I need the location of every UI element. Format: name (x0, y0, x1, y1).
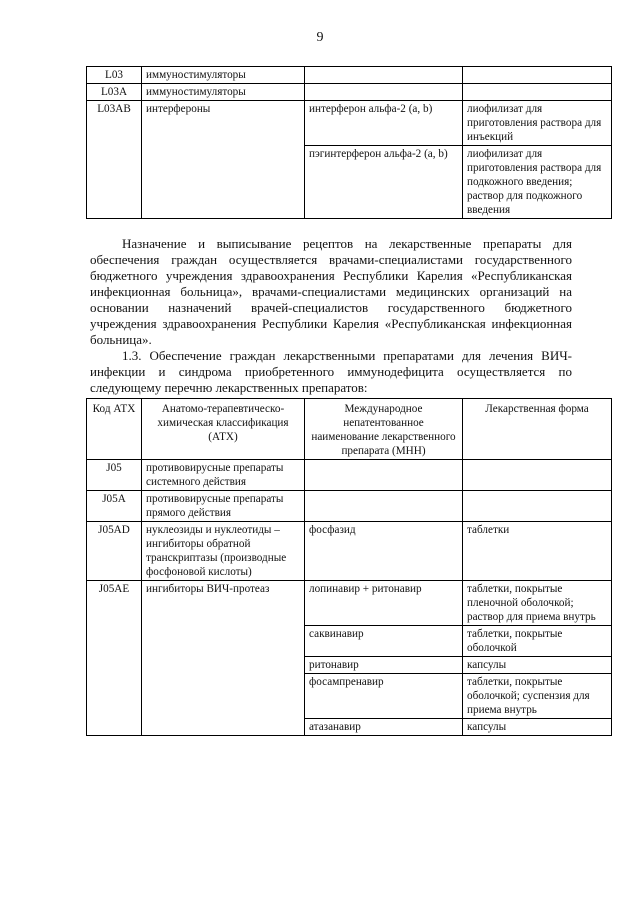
atc-code-cell: L03AB (87, 101, 142, 219)
inn-cell (305, 491, 463, 522)
atc-class-cell: ингибиторы ВИЧ-протеаз (142, 581, 305, 736)
atc-code-cell: J05 (87, 460, 142, 491)
header-atc-class: Анатомо-терапевтическо-химическая классификация (АТХ) (142, 399, 305, 460)
inn-cell: ритонавир (305, 657, 463, 674)
atc-class-cell: противовирусные препараты системного действия (142, 460, 305, 491)
dosage-form-cell: таблетки (463, 522, 612, 581)
inn-cell: фосфазид (305, 522, 463, 581)
atc-code-cell: J05AE (87, 581, 142, 736)
page-number: 9 (316, 30, 324, 45)
header-dosage-form: Лекарственная форма (463, 399, 612, 460)
paragraph-prescription: Назначение и выписывание рецептов на лекарственные препараты для обеспечения граждан осуществляется врачами-специалистами государственного бюджетного учреждения здравоохранения Республики Карелия «Республиканская инфекционная больница», врачами-специалистами медицинских организаций на основании назначений врачей-специалистов государственного бюджетного учреждения здравоохранения Республики Карелия «Республиканская инфекционная больница». (90, 236, 572, 347)
dosage-form-cell: таблетки, покрытые оболочкой (463, 626, 612, 657)
paragraph-section-1-3: 1.3. Обеспечение граждан лекарственными препаратами для лечения ВИЧ-инфекции и синдрома приобретенного иммунодефицита осуществляется по следующему перечню лекарственных препаратов: (90, 348, 572, 395)
dosage-form-cell: лиофилизат для приготовления раствора для инъекций (463, 101, 612, 146)
atc-code-cell: L03A (87, 84, 142, 101)
dosage-form-cell (463, 491, 612, 522)
table-row (87, 522, 612, 581)
dosage-form-cell: капсулы (463, 657, 612, 674)
dosage-form-cell (463, 460, 612, 491)
dosage-form-cell: таблетки, покрытые оболочкой; суспензия для приема внутрь (463, 674, 612, 719)
table-header-row (87, 399, 612, 460)
header-inn: Международное непатентованное наименование лекарственного препарата (МНН) (305, 399, 463, 460)
medication-table-continued (86, 66, 612, 219)
inn-cell (305, 460, 463, 491)
inn-cell: пэгинтерферон альфа-2 (a, b) (305, 146, 463, 219)
inn-cell: интерферон альфа-2 (a, b) (305, 101, 463, 146)
atc-class-cell: иммуностимуляторы (142, 67, 305, 84)
table-row (87, 84, 612, 101)
atc-class-cell: нуклеозиды и нуклеотиды – ингибиторы обратной транскриптазы (производные фосфоновой кислоты) (142, 522, 305, 581)
inn-cell (305, 67, 463, 84)
table-row (87, 491, 612, 522)
inn-cell: фосампренавир (305, 674, 463, 719)
dosage-form-cell: капсулы (463, 719, 612, 736)
atc-code-cell: L03 (87, 67, 142, 84)
dosage-form-cell (463, 67, 612, 84)
atc-class-cell: интерфероны (142, 101, 305, 219)
hiv-medication-table (86, 398, 612, 736)
table-row (87, 460, 612, 491)
table-row (87, 581, 612, 626)
table-row (87, 101, 612, 146)
table-row (87, 67, 612, 84)
header-atc-code: Код АТХ (87, 399, 142, 460)
atc-code-cell: J05AD (87, 522, 142, 581)
dosage-form-cell (463, 84, 612, 101)
inn-cell: лопинавир + ритонавир (305, 581, 463, 626)
atc-code-cell: J05A (87, 491, 142, 522)
dosage-form-cell: лиофилизат для приготовления раствора для подкожного введения; раствор для подкожного введения (463, 146, 612, 219)
atc-class-cell: противовирусные препараты прямого действия (142, 491, 305, 522)
inn-cell: атазанавир (305, 719, 463, 736)
dosage-form-cell: таблетки, покрытые пленочной оболочкой; раствор для приема внутрь (463, 581, 612, 626)
inn-cell: саквинавир (305, 626, 463, 657)
inn-cell (305, 84, 463, 101)
atc-class-cell: иммуностимуляторы (142, 84, 305, 101)
